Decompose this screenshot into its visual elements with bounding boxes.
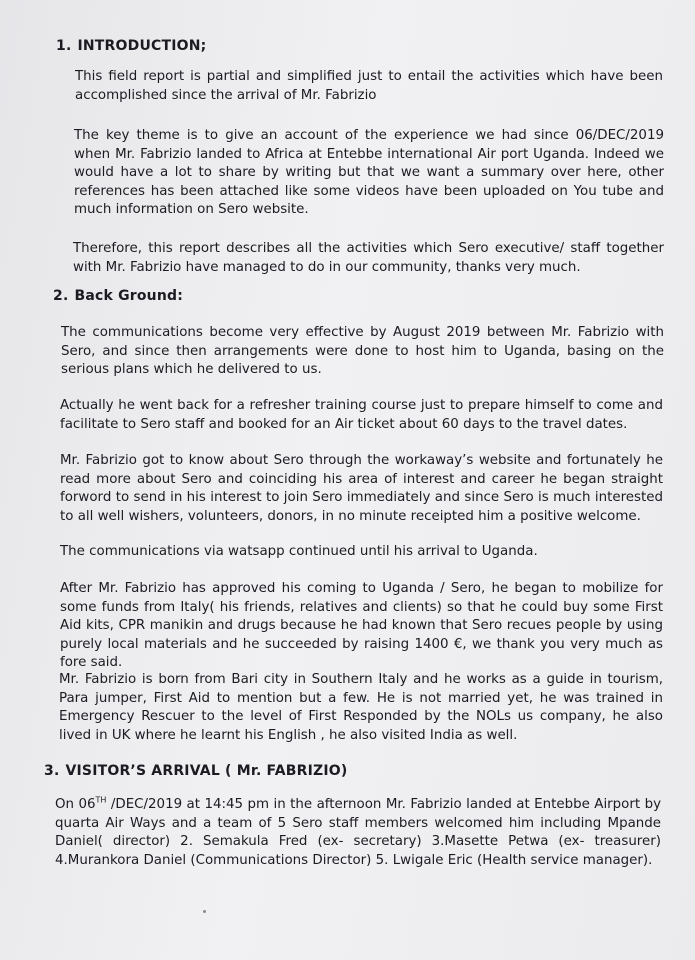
section-2-paragraph-4: The communications via watsapp continued until his arrival to Uganda.: [60, 544, 538, 559]
arrival-details: /DEC/2019 at 14:45 pm in the afternoon Mr. Fabrizio landed at Entebbe Airport by quarta Air Ways and a team of 5 Sero staff members welcomed him including Mpande Daniel( director) 2. Semakula Fred (ex- secretary) 3.Masette Petwa (ex- treasurer) 4.Murankora Daniel (Communications Director) 5. Lwigale Eric (Health service manager).: [55, 797, 662, 868]
section-3-title: VISITOR’S ARRIVAL ( Mr. FABRIZIO): [65, 763, 348, 779]
section-1-paragraph-3: Therefore, this report describes all the activities which Sero executive/ staff together with Mr. Fabrizio have managed to do in our community, thanks very much.: [73, 241, 664, 275]
section-1-number: 1.: [56, 38, 72, 54]
section-3-arrival-paragraph: [55, 796, 661, 870]
section-2-title: Back Ground:: [74, 288, 184, 304]
arrival-date-superscript: TH: [95, 795, 107, 805]
section-1-heading: [56, 38, 206, 54]
section-1-paragraph-1: This field report is partial and simplified just to entail the activities which have been accomplished since the arrival of Mr. Fabrizio: [75, 69, 663, 103]
section-2-paragraph-1: The communications become very effective by August 2019 between Mr. Fabrizio with Sero, and since then arrangements were done to host him to Uganda, basing on the serious plans which he delivered to us.: [61, 325, 664, 378]
section-1-title: INTRODUCTION;: [77, 38, 207, 54]
section-3-number: 3.: [44, 763, 60, 779]
arrival-date-prefix: On 06: [55, 797, 96, 812]
section-2-paragraph-5: After Mr. Fabrizio has approved his coming to Uganda / Sero, he began to mobilize for some funds from Italy( his friends, relatives and clients) so that he could buy some First Aid kits, CPR manikin and drugs because he had known that Sero recues people by using purely local materials and he succeeded by raising 1400 €, we thank you very much as fore said.: [60, 581, 663, 671]
section-2-paragraph-3: Mr. Fabrizio got to know about Sero through the workaway’s website and fortunately he read more about Sero and coinciding his area of interest and career he began straight forword to send in his interest to join Sero immediately and since Sero is much interested to all well wishers, volunteers, donors, in no minute receipted him a positive welcome.: [60, 453, 663, 524]
section-2-paragraph-2: Actually he went back for a refresher training course just to prepare himself to come and facilitate to Sero staff and booked for an Air ticket about 60 days to the travel dates.: [60, 398, 663, 432]
section-2-heading: [53, 288, 183, 304]
section-2-number: 2.: [53, 288, 69, 304]
section-3-heading: [44, 763, 347, 779]
paper-speck: [203, 910, 206, 913]
section-2-paragraph-6: Mr. Fabrizio is born from Bari city in Southern Italy and he works as a guide in tourism, Para jumper, First Aid to mention but a few. He is not married yet, he was trained in Emergency Rescuer to the level of First Responded by the NOLs us company, he also lived in UK where he learnt his English , he also visited India as well.: [59, 672, 663, 743]
section-1-paragraph-2: The key theme is to give an account of the experience we had since 06/DEC/2019 when Mr. Fabrizio landed to Africa at Entebbe international Air port Uganda. Indeed we would have a lot to share by writing but that we want a summary over here, other references has been attached like some videos have been uploaded on You tube and much information on Sero website.: [74, 128, 664, 218]
